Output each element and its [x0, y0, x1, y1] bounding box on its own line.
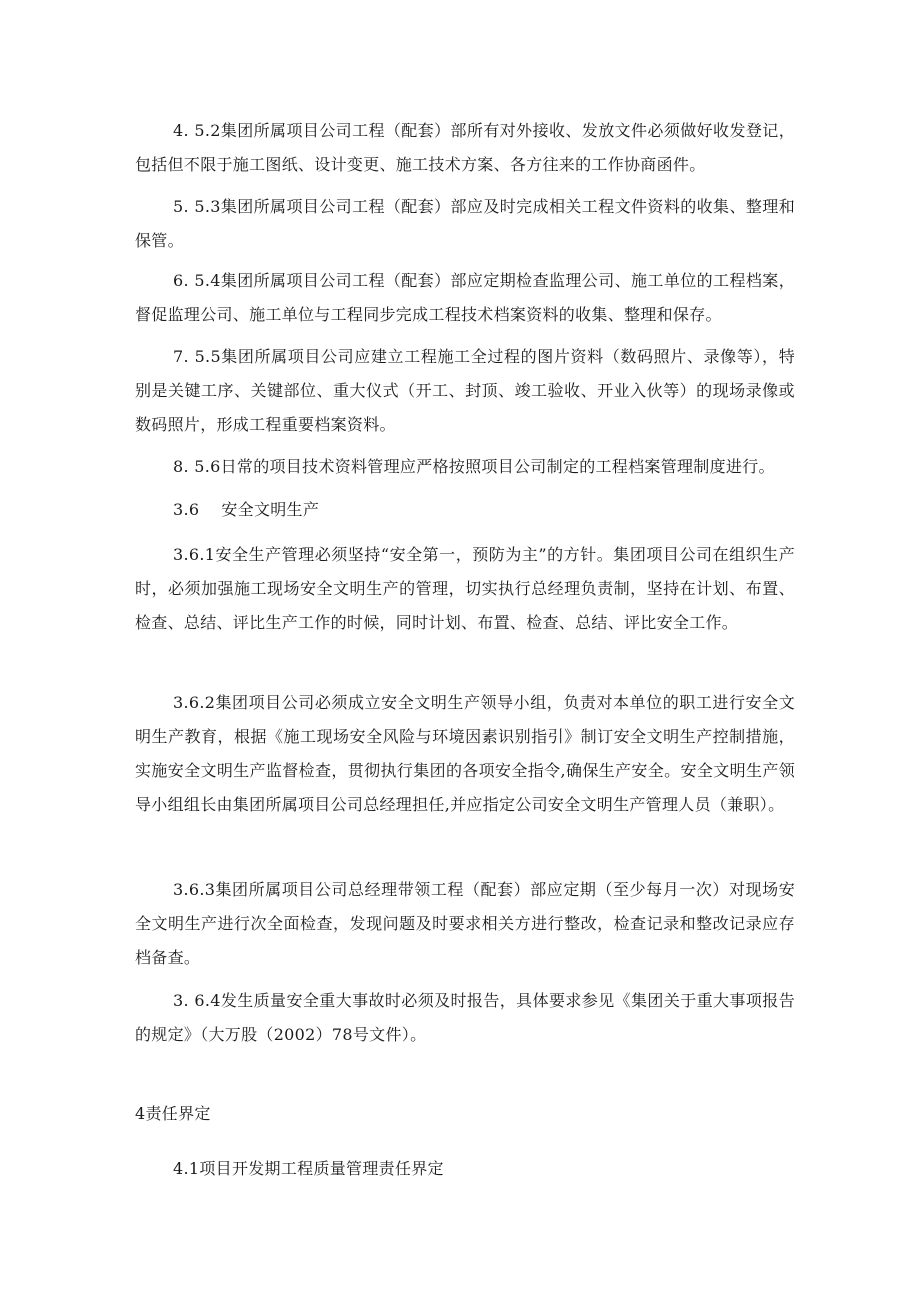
- paragraph-4-5-2: 4. 5.2集团所属项目公司工程（配套）部所有对外接收、发放文件必须做好收发登记，包括但不限于施工图纸、设计变更、施工技术方案、各方往来的工作协商函件。: [135, 121, 795, 174]
- section-heading-3-6: [173, 493, 319, 527]
- section-heading-4-1: 4.1项目开发期工程质量管理责任界定: [173, 1159, 444, 1178]
- paragraph-3-6-4: 3. 6.4发生质量安全重大事故时必须及时报告，具体要求参见《集团关于重大事项报告的规定》（大万股（2002）78号文件）。: [135, 991, 795, 1044]
- paragraph-3-6-2: 3.6.2集团项目公司必须成立安全文明生产领导小组，负责对本单位的职工进行安全文明生产教育，根据《施工现场安全风险与环境因素识别指引》制订安全文明生产控制措施，实施安全文明生产监督检查，贯彻执行集团的各项安全指令,确保生产安全。安全文明生产领导小组组长由集团所属项目公司总经理担任,并应指定公司安全文明生产管理人员（兼职）。: [135, 693, 795, 814]
- section-number: 3.6: [173, 500, 200, 519]
- paragraph-6-5-4: 6. 5.4集团所属项目公司工程（配套）部应定期检查监理公司、施工单位的工程档案，督促监理公司、施工单位与工程同步完成工程技术档案资料的收集、整理和保存。: [135, 271, 795, 324]
- paragraph-3-6-3: 3.6.3集团所属项目公司总经理带领工程（配套）部应定期（至少每月一次）对现场安全文明生产进行次全面检查，发现问题及时要求相关方进行整改，检查记录和整改记录应存档备查。: [135, 880, 795, 967]
- paragraph-3-6-1: 3.6.1安全生产管理必须坚持“安全第一，预防为主”的方针。集团项目公司在组织生产时，必须加强施工现场安全文明生产的管理，切实执行总经理负责制，坚持在计划、布置、检查、总结、评比生产工作的时候，同时计划、布置、检查、总结、评比安全工作。: [135, 545, 795, 632]
- section-heading-4: 4责任界定: [135, 1104, 211, 1123]
- paragraph-5-5-3: 5. 5.3集团所属项目公司工程（配套）部应及时完成相关工程文件资料的收集、整理和保管。: [135, 197, 795, 250]
- paragraph-7-5-5: 7. 5.5集团所属项目公司应建立工程施工全过程的图片资料（数码照片、录像等），特别是关键工序、关键部位、重大仪式（开工、封顶、竣工验收、开业入伙等）的现场录像或数码照片，形成工程重要档案资料。: [135, 347, 795, 434]
- paragraph-8-5-6: 8. 5.6日常的项目技术资料管理应严格按照项目公司制定的工程档案管理制度进行。: [173, 457, 775, 476]
- section-title: 安全文明生产: [221, 500, 320, 519]
